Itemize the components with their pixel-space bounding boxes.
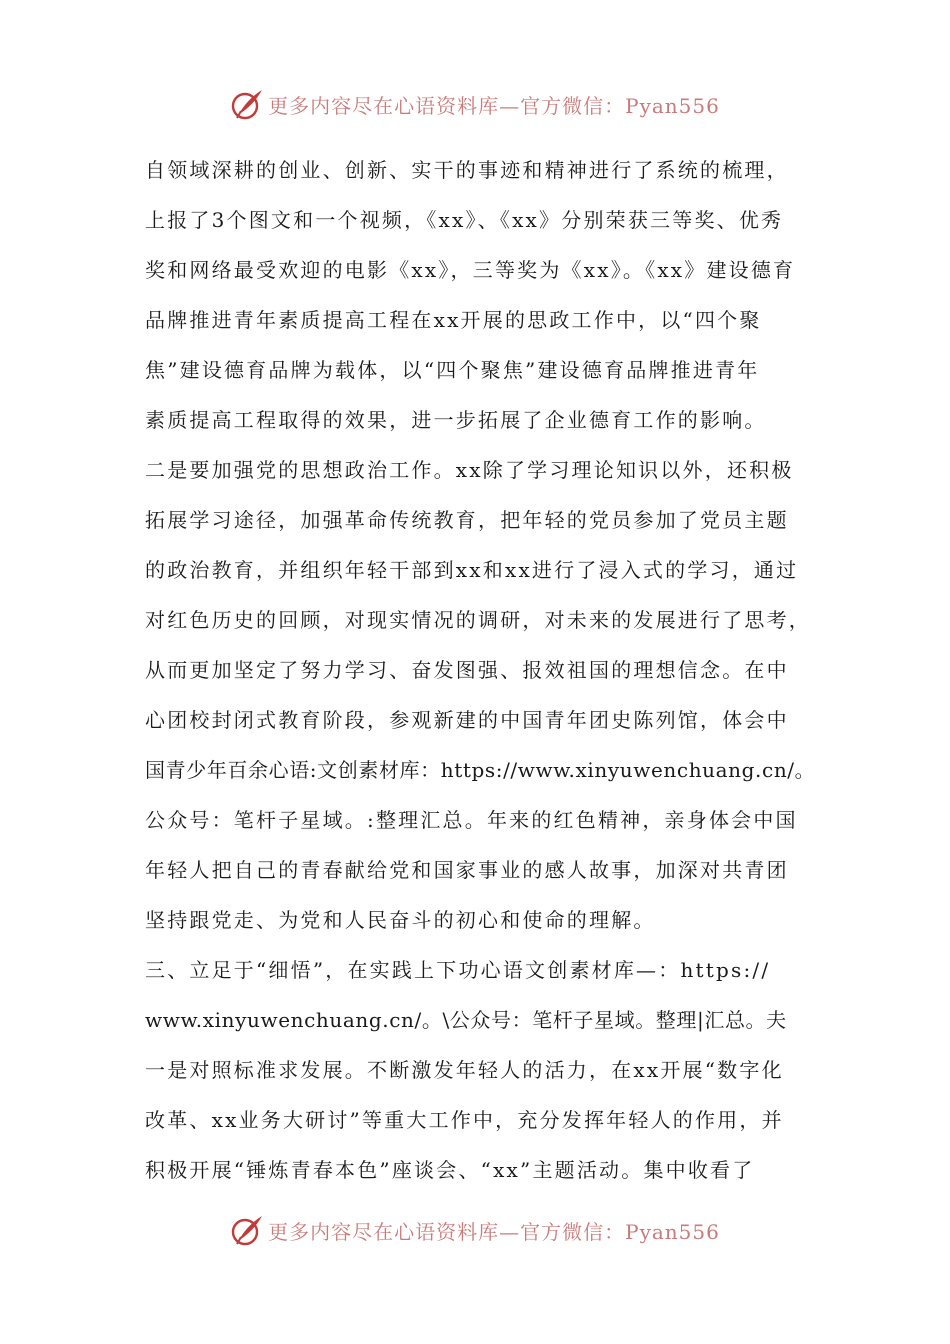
text-line: 坚持跟党走、为党和人民奋斗的初心和使命的理解。 bbox=[145, 908, 656, 932]
quill-logo-icon bbox=[230, 1213, 264, 1247]
text-line: 的政治教育，并组织年轻干部到xx和xx进行了浸入式的学习，通过 bbox=[145, 558, 799, 582]
text-line: 上报了3个图文和一个视频，《xx》、《xx》分别荣获三等奖、优秀 bbox=[145, 208, 784, 232]
text-line: 公众号：笔杆子星域。:整理汇总。年来的红色精神，亲身体会中国 bbox=[145, 808, 798, 832]
text-line: 积极开展“锤炼青春本色”座谈会、“xx”主题活动。集中收看了 bbox=[145, 1158, 755, 1182]
document-body bbox=[145, 150, 825, 1200]
text-line: 从而更加坚定了努力学习、奋发图强、报效祖国的理想信念。在中 bbox=[145, 658, 789, 682]
watermark-text: 更多内容尽在心语资料库—官方微信：Pyan556 bbox=[268, 93, 720, 118]
text-line: 年轻人把自己的青春献给党和国家事业的感人故事，加深对共青团 bbox=[145, 858, 789, 882]
text-line: 奖和网络最受欢迎的电影《xx》，三等奖为《xx》。《xx》建设德育 bbox=[145, 258, 796, 282]
text-line: 心团校封闭式教育阶段，参观新建的中国青年团史陈列馆，体会中 bbox=[145, 708, 789, 732]
watermark-text: 更多内容尽在心语资料库—官方微信：Pyan556 bbox=[268, 1219, 720, 1244]
text-line: www.xinyuwenchuang.cn/。\公众号：笔杆子星域。整理|汇总。夫 bbox=[145, 1008, 787, 1032]
text-line: 焦”建设德育品牌为载体，以“四个聚焦”建设德育品牌推进青年 bbox=[145, 358, 760, 382]
text-line: 二是要加强党的思想政治工作。xx除了学习理论知识以外，还积极 bbox=[145, 458, 794, 482]
text-line: 拓展学习途径，加强革命传统教育，把年轻的党员参加了党员主题 bbox=[145, 508, 789, 532]
text-line: 自领域深耕的创业、创新、实干的事迹和精神进行了系统的梳理， bbox=[145, 158, 789, 182]
text-line: 国青少年百余心语:文创素材库：https://www.xinyuwenchuang.cn/。 bbox=[145, 758, 816, 782]
quill-logo-icon bbox=[230, 87, 264, 121]
text-line: 品牌推进青年素质提高工程在xx开展的思政工作中，以“四个聚 bbox=[145, 308, 762, 332]
text-line: 改革、xx业务大研讨”等重大工作中，充分发挥年轻人的作用，并 bbox=[145, 1108, 784, 1132]
text-line: 三、立足于“细悟”，在实践上下功心语文创素材库—：https:// bbox=[145, 958, 771, 982]
header-watermark bbox=[0, 84, 950, 124]
footer-watermark bbox=[0, 1210, 950, 1250]
text-line: 素质提高工程取得的效果，进一步拓展了企业德育工作的影响。 bbox=[145, 408, 767, 432]
text-line: 对红色历史的回顾，对现实情况的调研，对未来的发展进行了思考， bbox=[145, 608, 811, 632]
text-line: 一是对照标准求发展。不断激发年轻人的活力，在xx开展“数字化 bbox=[145, 1058, 784, 1082]
